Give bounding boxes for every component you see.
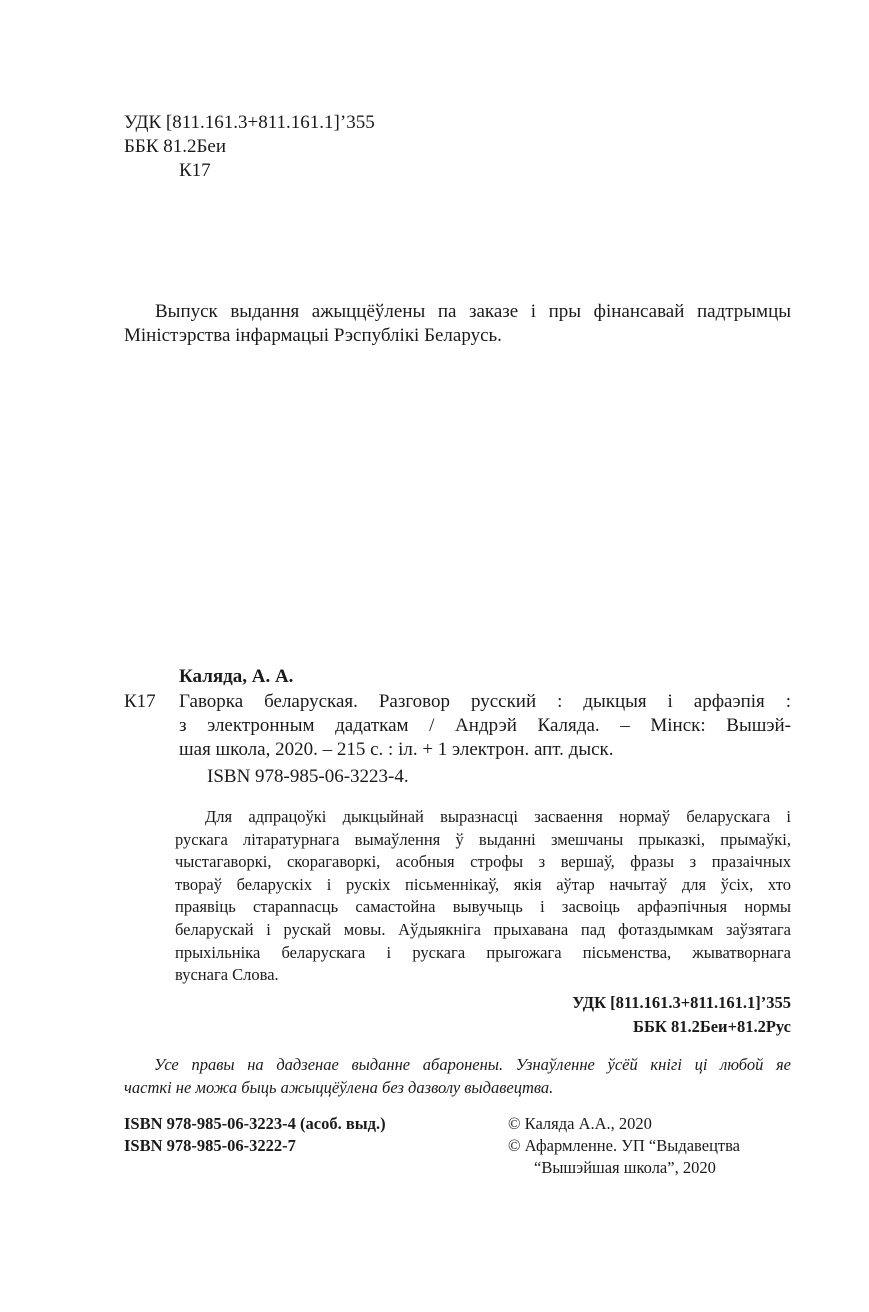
support-note <box>124 300 791 348</box>
catalog-description <box>179 690 791 762</box>
annotation-line: твораў беларускіх і рускіх пісьменнікаў, якія аўтар начытаў для ўсіх, хто <box>175 874 791 894</box>
annotation-line: праявіць старannасць самастойна вывучыць і засвоіць арфаэпічныя нормы <box>175 897 791 917</box>
support-note-line: Міністэрства інфармацыі Рэспублікі Беларусь. <box>124 325 502 346</box>
catalog-mark: К17 <box>124 691 156 712</box>
catalog-line: Гаворка беларуская. Разговор русский : дыкцыя і арфаэпія : <box>179 691 791 712</box>
copyright-author: © Каляда А.А., 2020 <box>508 1114 652 1133</box>
annotation-line: вуснага Слова. <box>175 965 279 985</box>
annotation-line: рускага літаратурнага вымаўлення ў выданні змешчаны прыказкі, прымаўкі, <box>175 829 791 849</box>
catalog-line: шая школа, 2020. – 215 с. : іл. + 1 электрон. апт. дыск. <box>179 739 614 760</box>
isbn-set: ISBN 978-985-06-3222-7 <box>124 1136 296 1155</box>
isbn-volume: ISBN 978-985-06-3223-4 (асоб. выд.) <box>124 1114 386 1133</box>
annotation-line: чыстагаворкі, скорагаворкі, асобныя строфы з вершаў, фразы з празаічных <box>175 852 791 872</box>
catalog-author: Каляда, А. А. <box>179 666 294 687</box>
annotation-line: прыхільніка беларускага і рускага прыгожага пісьменства, жыватворнага <box>175 942 791 962</box>
rights-line: часткі не можа быць ажыццёўлена без дазволу выдавецтва. <box>124 1077 554 1097</box>
bottom-bbk-code: ББК 81.2Беи+81.2Рус <box>633 1017 791 1036</box>
annotation-line: беларускай і рускай мовы. Аўдыякніга прыхавана пад фотаздымкам заўзятага <box>175 919 791 939</box>
author-mark: К17 <box>179 160 211 181</box>
rights-notice <box>124 1054 791 1099</box>
catalog-isbn: ISBN 978-985-06-3223-4. <box>207 766 409 787</box>
rights-line: Усе правы на дадзенае выданне абаронены. Узнаўленне ўсёй кнігі ці любой яе <box>154 1055 791 1074</box>
catalog-line: з электронным дадаткам / Андрэй Каляда. – Мінск: Вышэй- <box>179 715 791 736</box>
udk-code: УДК [811.161.3+811.161.1]’355 <box>124 112 375 133</box>
support-note-line: Выпуск выдання ажыццёўлены па заказе і пры фінансавай падтрымцы <box>155 301 791 322</box>
annotation-line: Для адпрацоўкі дыкцыйнай выразнасці засваення нормаў беларускага і <box>205 807 791 826</box>
bbk-code: ББК 81.2Беи <box>124 136 227 157</box>
copyright-publisher: “Вышэйшая школа”, 2020 <box>534 1158 716 1177</box>
annotation-text <box>175 806 791 987</box>
copyright-design: © Афармленне. УП “Выдавецтва <box>508 1136 741 1155</box>
bottom-udk-code: УДК [811.161.3+811.161.1]’355 <box>572 993 791 1012</box>
